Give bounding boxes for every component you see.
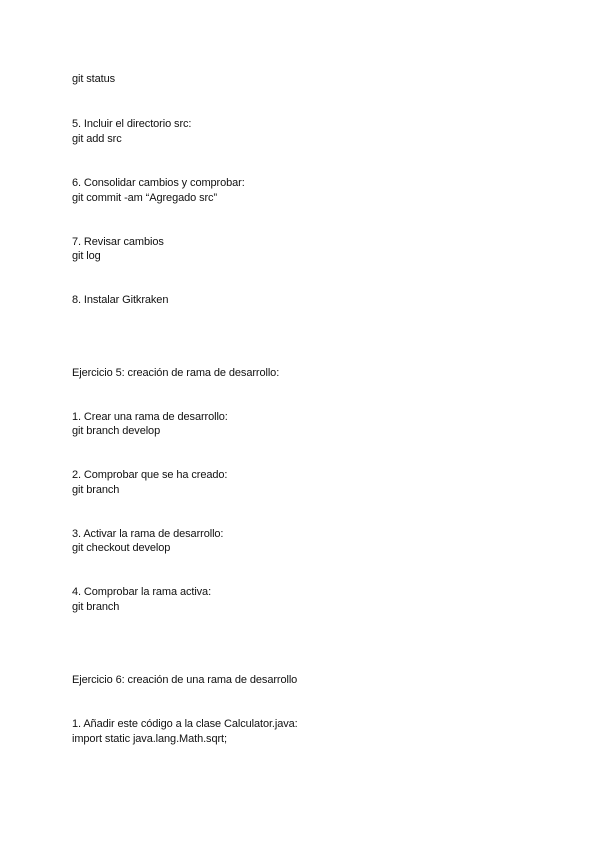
code-import-sqrt: import static java.lang.Math.sqrt; [72,733,227,745]
command-git-commit: git commit -am “Agregado src” [72,192,218,204]
ex5-step-1-heading: 1. Crear una rama de desarrollo: [72,411,228,423]
ex6-step-1-heading: 1. Añadir este código a la clase Calculator.java: [72,718,298,730]
ex5-step-2-heading: 2. Comprobar que se ha creado: [72,469,228,481]
exercise-5-title: Ejercicio 5: creación de rama de desarrollo: [72,367,280,379]
command-git-add-src: git add src [72,133,122,145]
step-6-heading: 6. Consolidar cambios y comprobar: [72,177,245,189]
exercise-6-title: Ejercicio 6: creación de una rama de desarrollo [72,674,298,686]
step-8-heading: 8. Instalar Gitkraken [72,294,169,306]
command-git-log: git log [72,250,101,262]
command-git-branch: git branch [72,484,120,496]
command-git-checkout-develop: git checkout develop [72,542,171,554]
command-git-branch-2: git branch [72,601,120,613]
command-git-status: git status [72,73,116,85]
ex5-step-3-heading: 3. Activar la rama de desarrollo: [72,528,224,540]
ex5-step-4-heading: 4. Comprobar la rama activa: [72,586,212,598]
command-git-branch-develop: git branch develop [72,425,161,437]
step-5-heading: 5. Incluir el directorio src: [72,118,192,130]
step-7-heading: 7. Revisar cambios [72,236,164,248]
